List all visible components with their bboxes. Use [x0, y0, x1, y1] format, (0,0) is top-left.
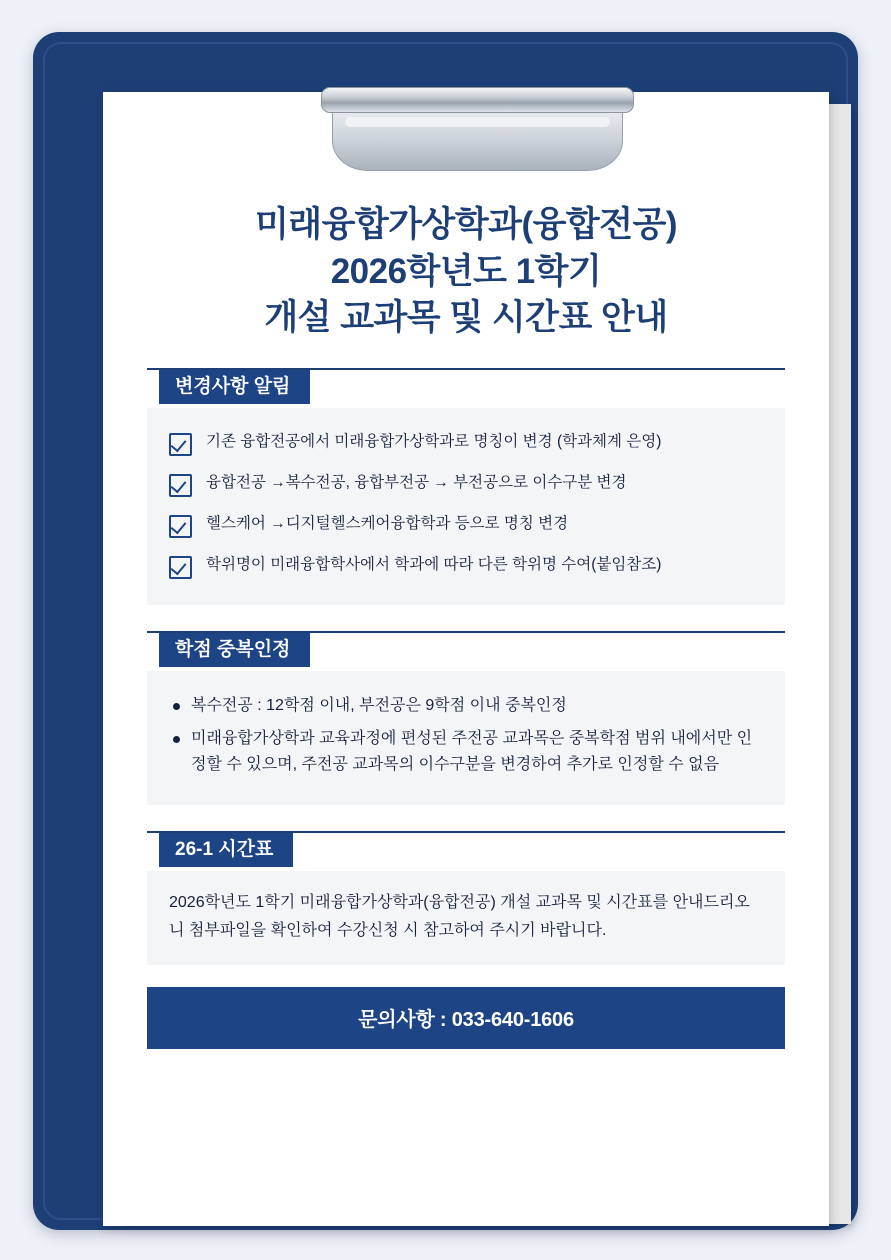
section-tag-timetable: 26-1 시간표: [159, 833, 293, 867]
list-item: 복수전공 : 12학점 이내, 부전공은 9학점 이내 중복인정: [169, 693, 763, 719]
list-item: [169, 432, 763, 456]
section-change-notice: [147, 368, 785, 605]
title-line-3: 개설 교과목 및 시간표 안내: [264, 298, 668, 338]
list-item: [169, 514, 763, 538]
section-header: [147, 631, 785, 671]
title-line-1: 미래융합가상학과(융합전공): [254, 205, 678, 244]
page-title: [147, 202, 785, 342]
credit-overlap-panel: [147, 671, 785, 806]
list-item-label: 기존 융합전공에서 미래융합가상학과로 명칭이 변경 (학과체계 은영): [206, 432, 662, 450]
clipboard-board: [33, 32, 858, 1230]
clip-bar: [321, 87, 634, 113]
list-item-label: 융합전공 →복수전공, 융합부전공 → 부전공으로 이수구분 변경: [206, 473, 627, 491]
contact-bar: 문의사항 : 033-640-1606: [147, 987, 785, 1049]
checkbox-checked-icon: [169, 474, 192, 497]
section-tag-change-notice: 변경사항 알림: [159, 370, 310, 404]
list-item: [169, 473, 763, 497]
checkbox-checked-icon: [169, 556, 192, 579]
change-notice-panel: [147, 408, 785, 605]
list-item: 미래융합가상학과 교육과정에 편성된 주전공 교과목은 중복학점 범위 내에서만 인정할 수 있으며, 주전공 교과목의 이수구분을 변경하여 추가로 인정할 수 없음: [169, 726, 763, 777]
change-notice-list: [169, 426, 763, 585]
title-line-2: 2026학년도 1학기: [330, 251, 602, 291]
section-credit-overlap: [147, 631, 785, 806]
section-timetable: [147, 831, 785, 965]
timetable-paragraph: 2026학년도 1학기 미래융합가상학과(융합전공) 개설 교과목 및 시간표를 안내드리오니 첨부파일을 확인하여 수강신청 시 참고하여 주시기 바랍니다.: [169, 894, 750, 940]
list-item-label: 학위명이 미래융합학사에서 학과에 따라 다른 학위명 수여(붙임참조): [206, 555, 662, 573]
list-item-label: 헬스케어 →디지털헬스케어융합학과 등으로 명칭 변경: [206, 514, 569, 532]
checkbox-checked-icon: [169, 433, 192, 456]
list-item: [169, 555, 763, 579]
section-header: [147, 831, 785, 871]
credit-overlap-list: [169, 689, 763, 778]
poster-content: [103, 92, 829, 1226]
timetable-panel: [147, 871, 785, 965]
section-header: [147, 368, 785, 408]
checkbox-checked-icon: [169, 515, 192, 538]
clip-body: [332, 109, 623, 171]
section-tag-credit-overlap: 학점 중복인정: [159, 633, 310, 667]
clipboard-clip: [321, 87, 634, 179]
